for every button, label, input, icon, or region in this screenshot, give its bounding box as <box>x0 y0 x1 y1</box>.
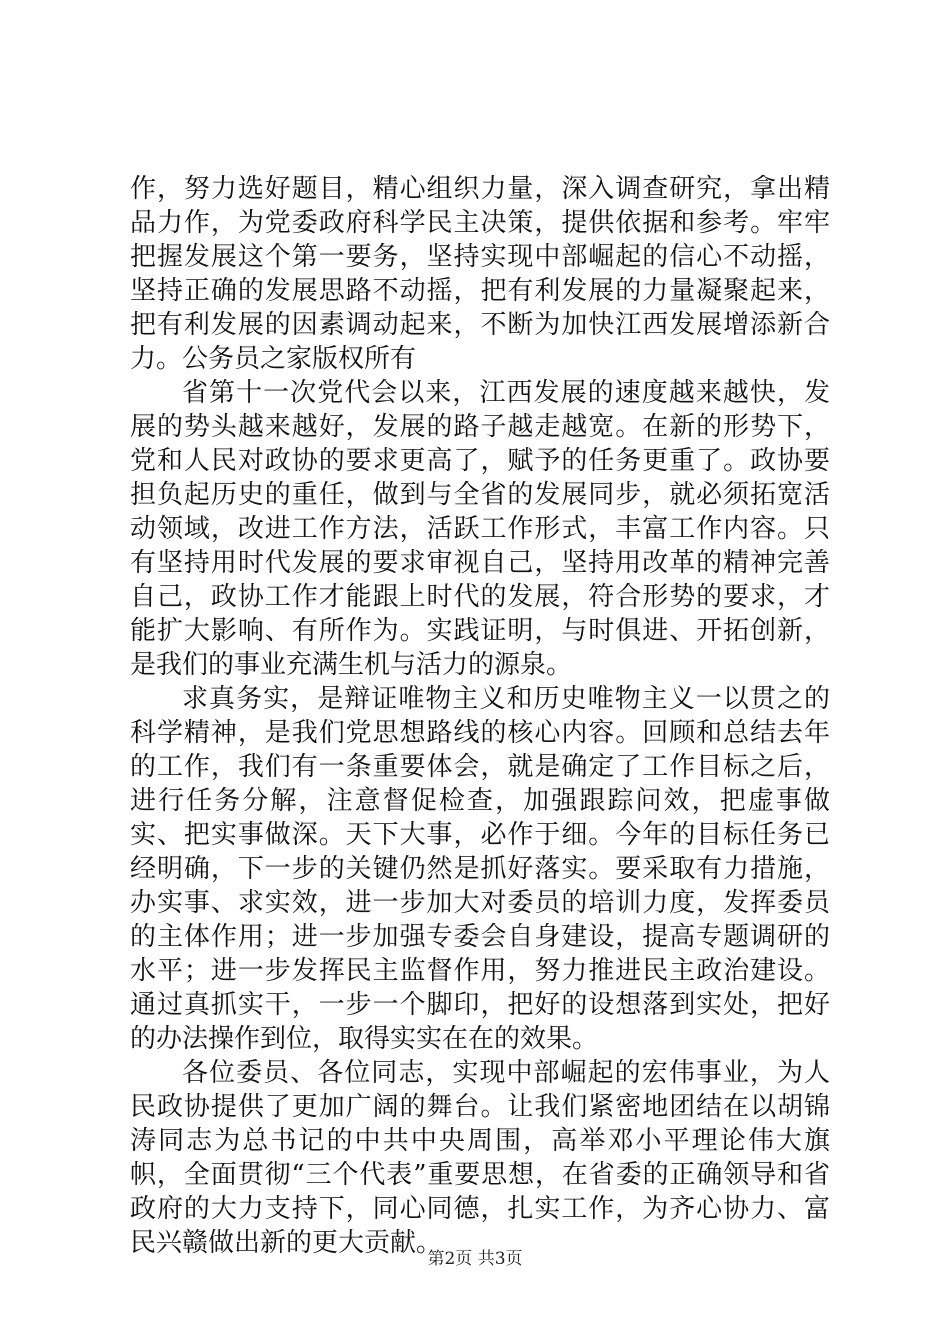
page-number: 第2页 <box>427 1249 473 1269</box>
paragraph: 求真务实，是辩证唯物主义和历史唯物主义一以贯之的科学精神，是我们党思想路线的核心内容。回顾和总结去年的工作，我们有一条重要体会，就是确定了工作目标之后，进行任务分解，注意督促检查，加强跟踪问效，把虚事做实、把实事做深。天下大事，必作于细。今年的目标任务已经明确，下一步的关键仍然是抓好落实。要采取有力措施，办实事、求实效，进一步加大对委员的培训力度，发挥委员的主体作用；进一步加强专委会自身建设，提高专题调研的水平；进一步发挥民主监督作用，努力推进民主政治建设。通过真抓实干，一步一个脚印，把好的设想落到实处，把好的办法操作到位，取得实实在在的效果。 <box>130 684 830 1054</box>
document-body <box>130 172 830 1260</box>
paragraph-continuation: 作，努力选好题目，精心组织力量，深入调查研究，拿出精品力作，为党委政府科学民主决策，提供依据和参考。牢牢把握发展这个第一要务，坚持实现中部崛起的信心不动摇，坚持正确的发展思路不动摇，把有利发展的力量凝聚起来，把有利发展的因素调动起来，不断为加快江西发展增添新合力。公务员之家版权所有 <box>130 174 830 374</box>
page-footer <box>0 1244 950 1269</box>
page-total: 共3页 <box>477 1249 523 1269</box>
paragraph: 各位委员、各位同志，实现中部崛起的宏伟事业，为人民政协提供了更加广阔的舞台。让我们紧密地团结在以胡锦涛同志为总书记的中共中央周围，高举邓小平理论伟大旗帜，全面贯彻“三个代表”重要思想，在省委的正确领导和省政府的大力支持下，同心同德，扎实工作，为齐心协力、富民兴赣做出新的更大贡献。 <box>130 1058 830 1258</box>
paragraph: 省第十一次党代会以来，江西发展的速度越来越快，发展的势头越来越好，发展的路子越走越宽。在新的形势下，党和人民对政协的要求更高了，赋予的任务更重了。政协要担负起历史的重任，做到与全省的发展同步，就必须拓宽活动领域，改进工作方法，活跃工作形式，丰富工作内容。只有坚持用时代发展的要求审视自己，坚持用改革的精神完善自己，政协工作才能跟上时代的发展，符合形势的要求，才能扩大影响、有所作为。实践证明，与时俱进、开拓创新，是我们的事业充满生机与活力的源泉。 <box>130 378 830 680</box>
